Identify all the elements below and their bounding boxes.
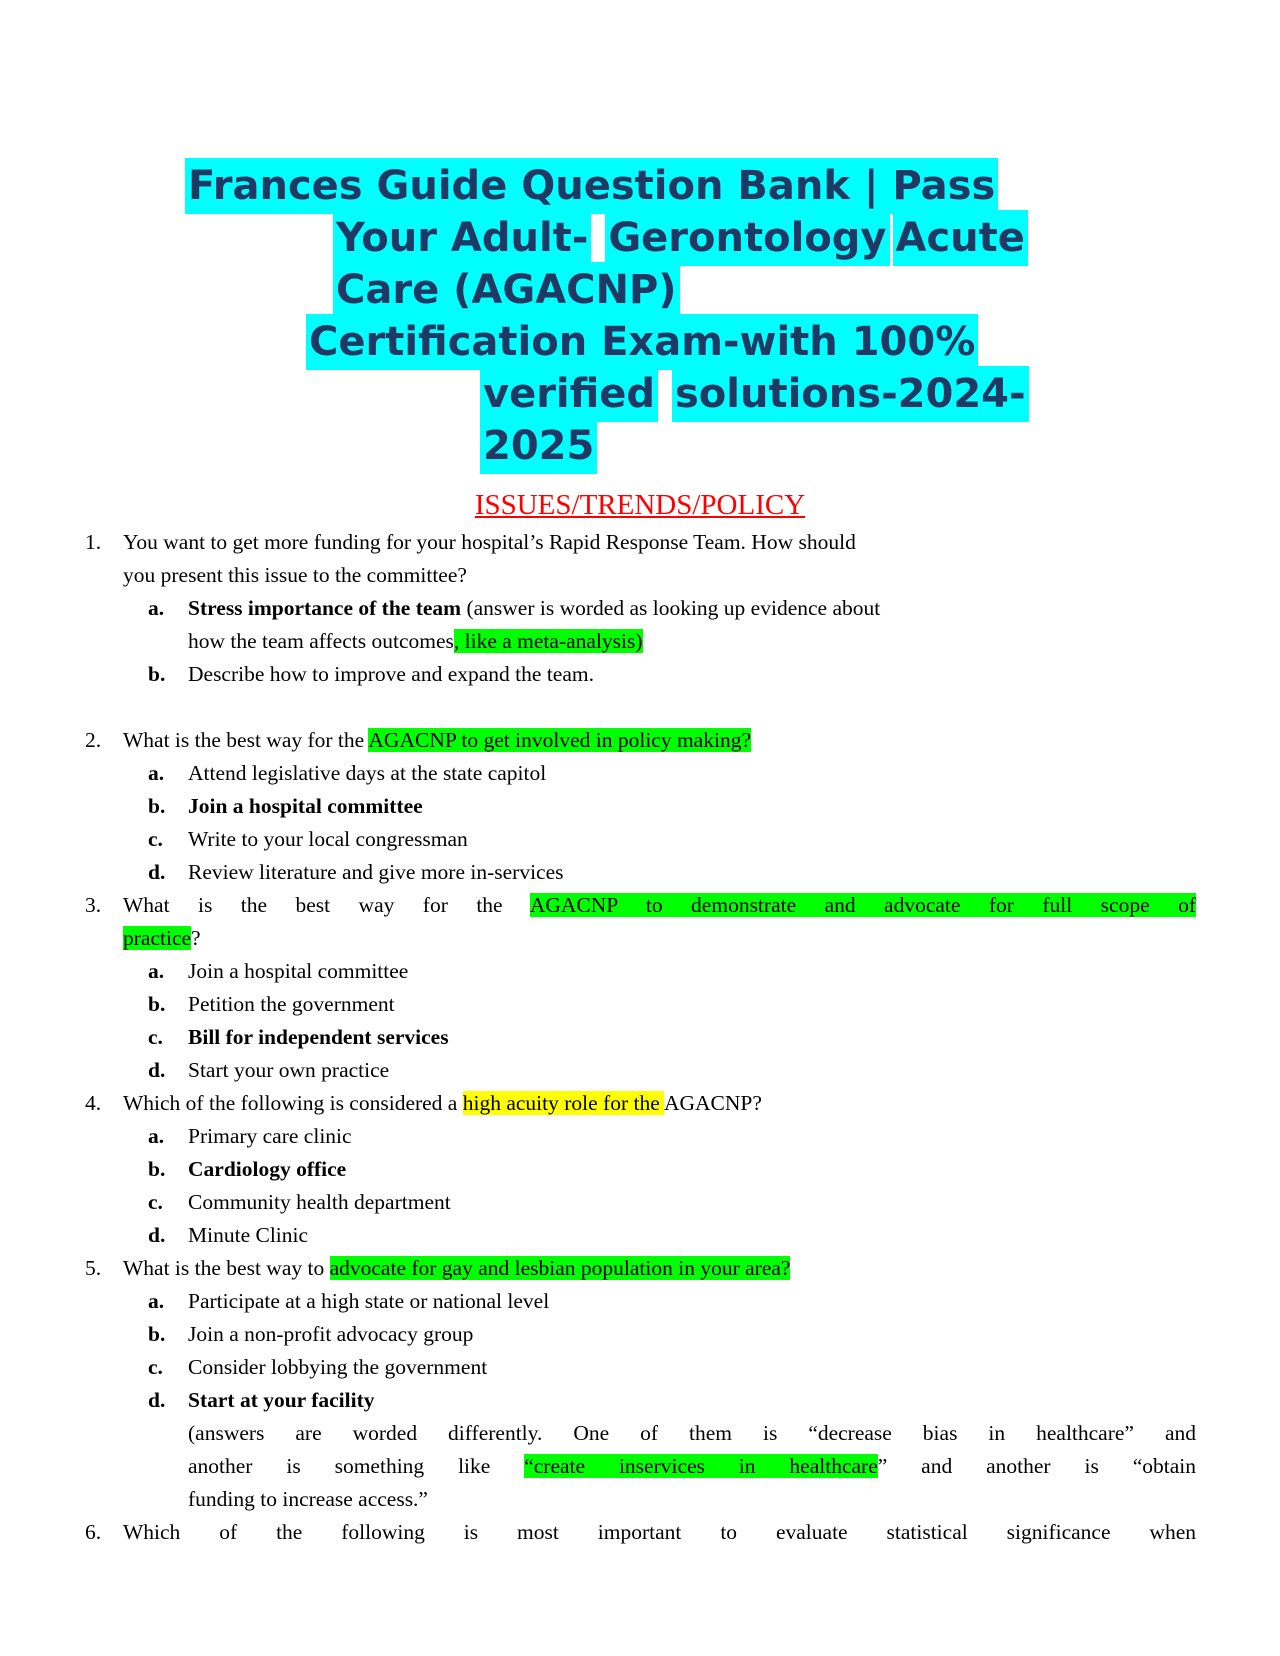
- option-line: [80, 1351, 1196, 1384]
- text-segment: (answers are worded differently. One of them is “decrease bias in healthcare” and: [188, 1421, 1196, 1445]
- question-line: [80, 526, 1196, 559]
- text-segment: Attend legislative days at the state capitol: [188, 761, 547, 785]
- text-segment: Bill for independent services: [188, 1025, 449, 1049]
- text-segment: Consider lobbying the government: [188, 1355, 488, 1379]
- text-segment: Join a hospital committee: [188, 794, 423, 818]
- text-segment: What is the best way for the: [123, 728, 369, 752]
- list-marker: c.: [148, 1190, 163, 1214]
- cyan-highlight-text: verified: [480, 366, 658, 422]
- cyan-highlight-text: solutions-2024-: [672, 366, 1029, 422]
- text-segment: Which of the following is most important to evaluate statistical significance when: [123, 1520, 1196, 1544]
- cyan-highlight-text: Gerontology: [605, 210, 889, 266]
- text-segment: Cardiology office: [188, 1157, 347, 1181]
- text-segment: [658, 371, 672, 417]
- text-segment: Describe how to improve and expand the team.: [188, 662, 594, 686]
- list-marker: a.: [148, 761, 165, 785]
- option-line: [80, 1186, 1196, 1219]
- list-marker: d.: [148, 1388, 166, 1412]
- text-segment: (answer is worded as looking up evidence about: [461, 596, 881, 620]
- cyan-highlight-text: Acute: [893, 210, 1028, 266]
- option-line: [80, 1054, 1196, 1087]
- list-marker: c.: [148, 1025, 163, 1049]
- green-highlight-text: practice: [123, 926, 192, 950]
- title-line: [480, 368, 1280, 420]
- option-line: [80, 658, 1196, 691]
- question-list: [0, 526, 1280, 1549]
- cyan-highlight-text: Certification Exam-with 100%: [306, 314, 978, 370]
- question-line: [80, 724, 1196, 757]
- cyan-highlight-text: 2025: [480, 418, 597, 474]
- question-line: [80, 1252, 1196, 1285]
- option-line: [80, 1219, 1196, 1252]
- list-marker: 4.: [85, 1091, 102, 1115]
- option-line: [80, 988, 1196, 1021]
- text-segment: Primary care clinic: [188, 1124, 352, 1148]
- option-line: [80, 1021, 1196, 1054]
- option-line: [80, 757, 1196, 790]
- list-marker: c.: [148, 827, 163, 851]
- question-line: [80, 1087, 1196, 1120]
- text-segment: Join a hospital committee: [188, 959, 409, 983]
- text-segment: another is something like: [188, 1454, 525, 1478]
- text-segment: Write to your local congressman: [188, 827, 468, 851]
- document-title: [0, 0, 1280, 472]
- continuation-line: [80, 625, 1196, 658]
- option-line: [80, 1318, 1196, 1351]
- continuation-line: [80, 559, 1196, 592]
- text-segment: What is the best way for the: [123, 893, 530, 917]
- continuation-line: [80, 1483, 1196, 1516]
- list-marker: c.: [148, 1355, 163, 1379]
- title-line: [480, 420, 1280, 472]
- list-marker: b.: [148, 1157, 166, 1181]
- option-line: [80, 1120, 1196, 1153]
- option-line: [80, 592, 1196, 625]
- continuation-line: [80, 922, 1196, 955]
- list-marker: d.: [148, 1058, 166, 1082]
- list-marker: d.: [148, 1223, 166, 1247]
- option-line: [80, 856, 1196, 889]
- text-segment: Start at your facility: [188, 1388, 375, 1412]
- text-segment: [591, 215, 605, 261]
- option-line: [80, 1285, 1196, 1318]
- list-marker: a.: [148, 959, 165, 983]
- continuation-line: [80, 1450, 1196, 1483]
- list-marker: 1.: [85, 530, 102, 554]
- option-line: [80, 823, 1196, 856]
- option-line: [80, 1153, 1196, 1186]
- cyan-highlight-text: Care (AGACNP): [333, 262, 680, 318]
- list-marker: 3.: [85, 893, 102, 917]
- green-highlight-text: advocate for gay and lesbian population in your area?: [329, 1256, 791, 1280]
- option-line: [80, 1384, 1196, 1417]
- text-segment: AGACNP?: [663, 1091, 762, 1115]
- list-marker: a.: [148, 1289, 165, 1313]
- green-highlight-text: “create inservices in healthcare: [524, 1454, 878, 1478]
- list-marker: a.: [148, 1124, 165, 1148]
- text-segment: ” and another is “obtain: [877, 1454, 1196, 1478]
- option-line: [80, 955, 1196, 988]
- question-line: [80, 889, 1196, 922]
- text-segment: funding to increase access.”: [188, 1487, 428, 1511]
- cyan-highlight-text: Your Adult-: [333, 210, 591, 266]
- list-marker: b.: [148, 662, 166, 686]
- text-segment: Join a non-profit advocacy group: [188, 1322, 474, 1346]
- text-segment: Start your own practice: [188, 1058, 390, 1082]
- list-marker: 5.: [85, 1256, 102, 1280]
- title-line: [333, 212, 1280, 264]
- blank-line: [80, 691, 1196, 724]
- text-segment: Participate at a high state or national level: [188, 1289, 550, 1313]
- option-line: [80, 790, 1196, 823]
- section-heading: ISSUES/TRENDS/POLICY: [474, 489, 806, 521]
- title-line: [185, 160, 1280, 212]
- list-marker: b.: [148, 794, 166, 818]
- question-line: [80, 1516, 1196, 1549]
- list-marker: 2.: [85, 728, 102, 752]
- green-highlight-text: AGACNP to get involved in policy making?: [368, 728, 751, 752]
- yellow-highlight-text: high acuity role for the: [462, 1091, 664, 1115]
- title-line: [306, 316, 1280, 368]
- text-segment: Community health department: [188, 1190, 451, 1214]
- cyan-highlight-text: Frances Guide Question Bank | Pass: [185, 158, 998, 214]
- green-highlight-text: , like a meta-analysis): [453, 629, 643, 653]
- text-segment: Petition the government: [188, 992, 395, 1016]
- list-marker: d.: [148, 860, 166, 884]
- text-segment: Minute Clinic: [188, 1223, 309, 1247]
- text-segment: how the team affects outcomes: [188, 629, 454, 653]
- text-segment: you present this issue to the committee?: [123, 563, 467, 587]
- list-marker: b.: [148, 1322, 166, 1346]
- text-segment: Which of the following is considered a: [123, 1091, 463, 1115]
- text-segment: ?: [191, 926, 201, 950]
- title-line: [333, 264, 1280, 316]
- text-segment: You want to get more funding for your hospital’s Rapid Response Team. How should: [123, 530, 856, 554]
- list-marker: b.: [148, 992, 166, 1016]
- text-segment: Review literature and give more in-services: [188, 860, 564, 884]
- green-highlight-text: AGACNP to demonstrate and advocate for full scope of: [529, 893, 1196, 917]
- text-segment: What is the best way to: [123, 1256, 330, 1280]
- list-marker: 6.: [85, 1520, 102, 1544]
- continuation-line: [80, 1417, 1196, 1450]
- text-segment: Stress importance of the team: [188, 596, 462, 620]
- list-marker: a.: [148, 596, 165, 620]
